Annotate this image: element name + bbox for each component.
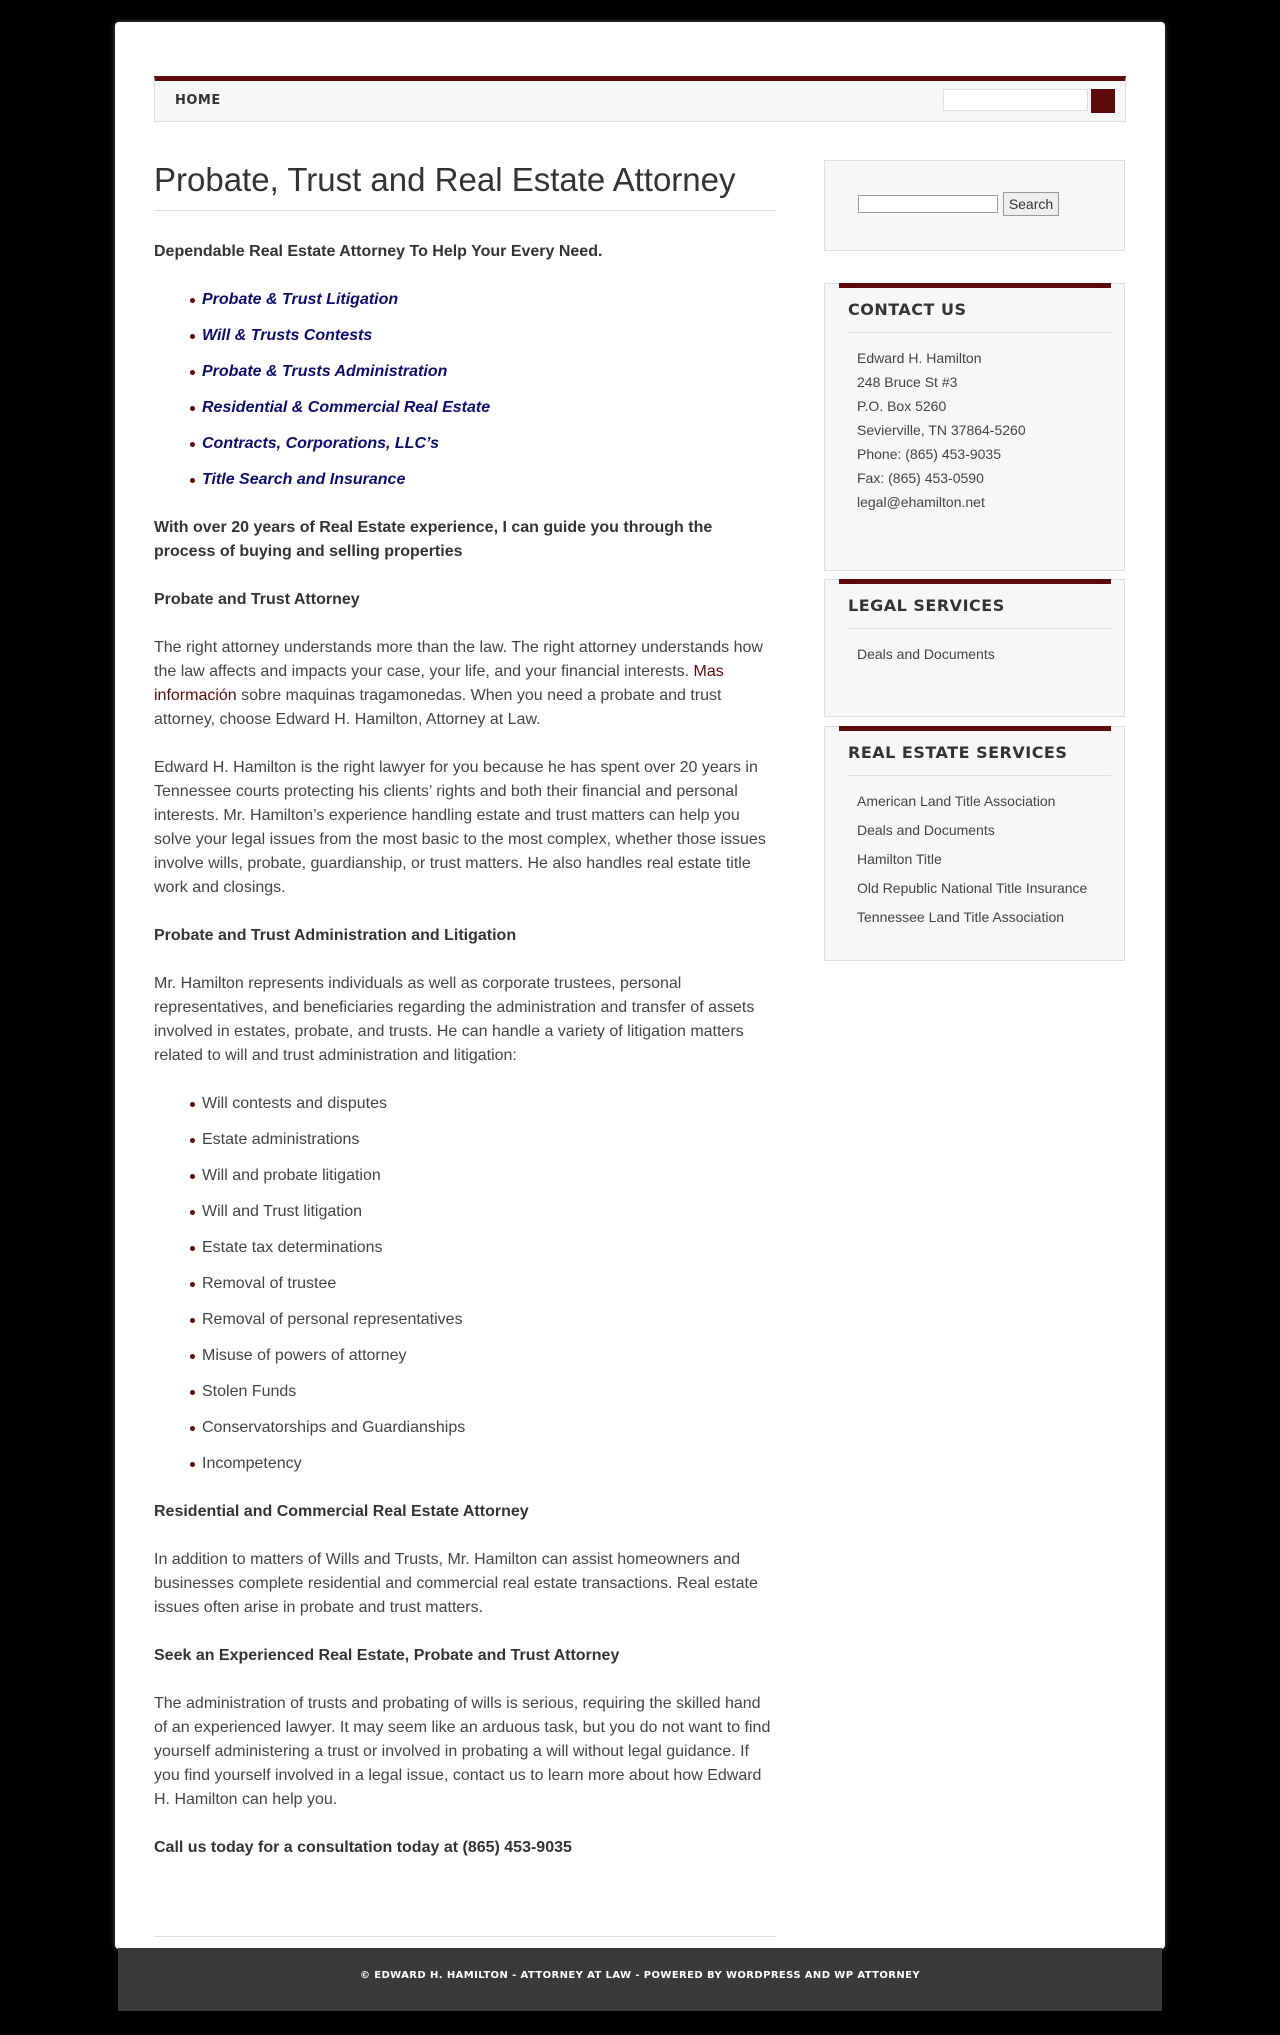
contact-email: legal@ehamilton.net bbox=[857, 494, 985, 510]
footer-copyright: © EDWARD H. HAMILTON - ATTORNEY AT LAW - POWERED BY WORDPRESS AND WP ATTORNEY bbox=[359, 1970, 921, 1981]
contact-fax: Fax: (865) 453-0590 bbox=[857, 470, 984, 486]
real-estate-service-link[interactable]: Hamilton Title bbox=[857, 851, 942, 867]
nav-search-input[interactable] bbox=[943, 89, 1088, 111]
real-estate-services-title: REAL ESTATE SERVICES bbox=[848, 743, 1068, 762]
experience-text: With over 20 years of Real Estate experience, I can guide you through the process of buying and selling properties bbox=[154, 519, 713, 560]
intro-text: Dependable Real Estate Attorney To Help Your Every Need. bbox=[154, 243, 603, 260]
nav-item-home[interactable]: HOME bbox=[175, 93, 221, 108]
services-list bbox=[154, 288, 776, 492]
sidebar-search-button[interactable]: Search bbox=[1003, 192, 1059, 216]
list-item: Conservatorships and Guardianships bbox=[190, 1416, 776, 1440]
service-link[interactable]: Residential & Commercial Real Estate bbox=[190, 396, 776, 420]
heading-administration-litigation: Probate and Trust Administration and Litigation bbox=[154, 927, 517, 944]
legal-services-widget bbox=[824, 579, 1125, 717]
list-item: Will contests and disputes bbox=[190, 1092, 776, 1116]
litigation-list bbox=[154, 1092, 776, 1476]
contact-widget bbox=[824, 283, 1125, 571]
nav-search-button[interactable] bbox=[1091, 89, 1115, 113]
contact-po-box: P.O. Box 5260 bbox=[857, 398, 947, 414]
paragraph-represents: Mr. Hamilton represents individuals as well as corporate trustees, personal representatives, and beneficiaries regarding the administration and transfer of assets involved in estates, probate, and trusts. He can handle a variety of litigation matters related to will and trust administration and litigation: bbox=[154, 975, 755, 1064]
widget-divider bbox=[848, 775, 1111, 776]
paragraph-right-attorney: The right attorney understands more than the law. The right attorney understands how the law affects and impacts your case, your life, and your financial interests. Mas información sobre maquinas tragamonedas. When you need a probate and trust attorney, choose Edward H. Hamilton, Attorney at Law. bbox=[154, 639, 763, 728]
mas-informacion-link[interactable]: Mas información bbox=[154, 663, 724, 704]
legal-service-link[interactable]: Deals and Documents bbox=[857, 646, 995, 662]
legal-services-title: LEGAL SERVICES bbox=[848, 596, 1005, 615]
real-estate-services-list bbox=[857, 789, 1087, 934]
search-widget bbox=[824, 160, 1125, 251]
heading-real-estate-attorney: Residential and Commercial Real Estate Attorney bbox=[154, 1503, 529, 1520]
real-estate-services-widget bbox=[824, 726, 1125, 961]
sidebar-search-input[interactable] bbox=[858, 195, 998, 213]
contact-title: CONTACT US bbox=[848, 300, 967, 319]
list-item: Will and Trust litigation bbox=[190, 1200, 776, 1224]
paragraph-homeowners: In addition to matters of Wills and Trusts, Mr. Hamilton can assist homeowners and businesses complete residential and commercial real estate transactions. Real estate issues often arise in probate and trust matters. bbox=[154, 1551, 758, 1616]
service-link[interactable]: Will & Trusts Contests bbox=[190, 324, 776, 348]
widget-accent-bar bbox=[839, 726, 1111, 731]
list-item: Misuse of powers of attorney bbox=[190, 1344, 776, 1368]
contact-city: Sevierville, TN 37864-5260 bbox=[857, 422, 1026, 438]
widget-accent-bar bbox=[839, 579, 1111, 584]
widget-divider bbox=[848, 628, 1111, 629]
service-link[interactable]: Probate & Trust Litigation bbox=[190, 288, 776, 312]
service-link[interactable]: Contracts, Corporations, LLC’s bbox=[190, 432, 776, 456]
main-content bbox=[154, 160, 776, 1860]
widget-accent-bar bbox=[839, 283, 1111, 288]
real-estate-service-link[interactable]: Tennessee Land Title Association bbox=[857, 909, 1065, 925]
list-item: Estate administrations bbox=[190, 1128, 776, 1152]
call-to-action: Call us today for a consultation today at (865) 453-9035 bbox=[154, 1839, 572, 1856]
contact-street: 248 Bruce St #3 bbox=[857, 374, 958, 390]
heading-seek-attorney: Seek an Experienced Real Estate, Probate and Trust Attorney bbox=[154, 1647, 620, 1664]
list-item: Removal of personal representatives bbox=[190, 1308, 776, 1332]
contact-details bbox=[857, 346, 1026, 514]
service-link[interactable]: Title Search and Insurance bbox=[190, 468, 776, 492]
legal-services-list bbox=[857, 642, 995, 671]
list-item: Incompetency bbox=[190, 1452, 776, 1476]
service-link[interactable]: Probate & Trusts Administration bbox=[190, 360, 776, 384]
real-estate-service-link[interactable]: Deals and Documents bbox=[857, 822, 995, 838]
page-container bbox=[115, 22, 1165, 1949]
heading-probate-attorney: Probate and Trust Attorney bbox=[154, 591, 360, 608]
content-divider bbox=[154, 1936, 776, 1937]
paragraph-right-lawyer: Edward H. Hamilton is the right lawyer for you because he has spent over 20 years in Tennessee courts protecting his clients’ rights and both their financial and personal interests. Mr. Hamilton’s experience handling estate and trust matters can help you solve your legal issues from the most basic to the most complex, whether those issues involve wills, probate, guardianship, or trust matters. He also handles real estate title work and closings. bbox=[154, 759, 766, 896]
real-estate-service-link[interactable]: Old Republic National Title Insurance bbox=[857, 880, 1088, 896]
top-nav bbox=[154, 76, 1126, 122]
contact-name: Edward H. Hamilton bbox=[857, 350, 982, 366]
page-title: Probate, Trust and Real Estate Attorney bbox=[154, 160, 776, 211]
list-item: Estate tax determinations bbox=[190, 1236, 776, 1260]
list-item: Will and probate litigation bbox=[190, 1164, 776, 1188]
real-estate-service-link[interactable]: American Land Title Association bbox=[857, 793, 1056, 809]
paragraph-administration: The administration of trusts and probating of wills is serious, requiring the skilled hand of an experienced lawyer. It may seem like an arduous task, but you do not want to find yourself administering a trust or involved in probating a will without legal guidance. If you find yourself involved in a legal issue, contact us to learn more about how Edward H. Hamilton can help you. bbox=[154, 1695, 771, 1808]
list-item: Stolen Funds bbox=[190, 1380, 776, 1404]
footer bbox=[118, 1948, 1162, 2011]
widget-divider bbox=[848, 332, 1111, 333]
list-item: Removal of trustee bbox=[190, 1272, 776, 1296]
contact-phone: Phone: (865) 453-9035 bbox=[857, 446, 1001, 462]
